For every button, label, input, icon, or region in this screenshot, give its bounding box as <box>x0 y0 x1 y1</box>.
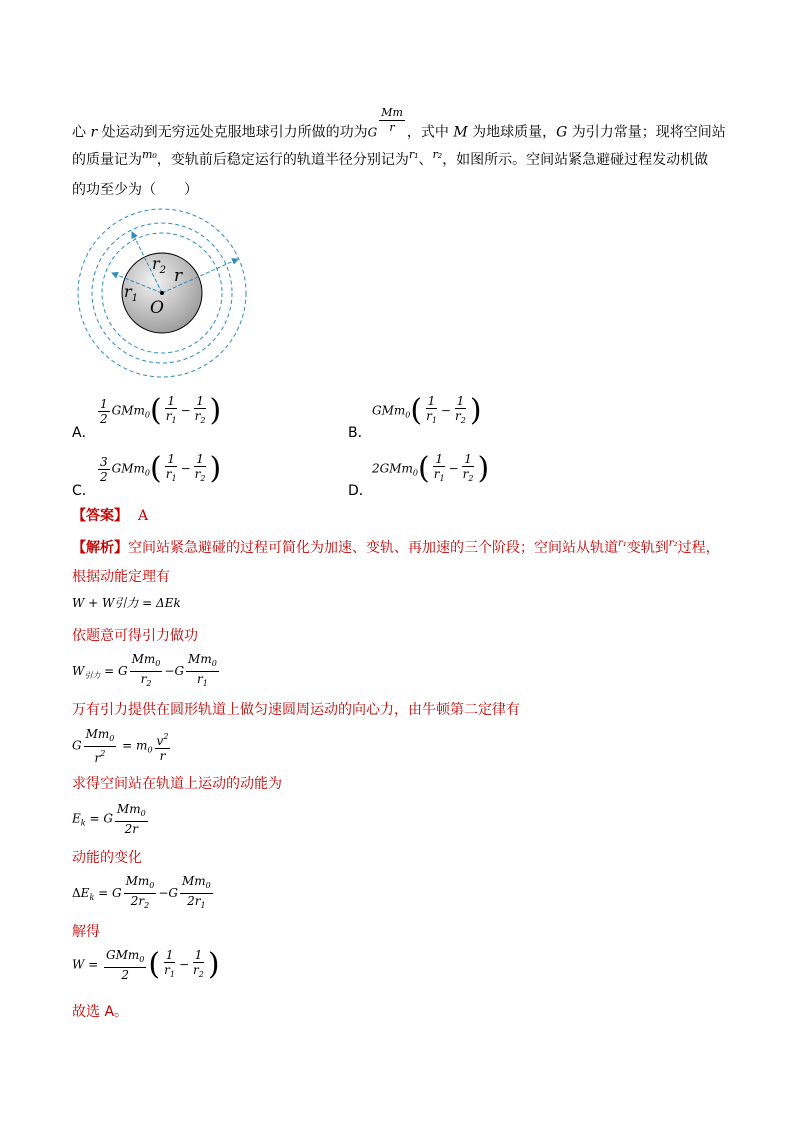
frac-1-r2: $\frac{1}{r_2}$ <box>462 452 474 483</box>
paren-right: ) <box>209 393 222 428</box>
option-c-formula <box>96 452 221 486</box>
subscript: 0 <box>144 410 150 420</box>
equation-4: $E_k = G$ $\frac{Mm_0}{2r}$ <box>72 802 146 836</box>
text: ，如图所示。空间站紧急避碰过程发动机做 <box>442 152 709 168</box>
option-d-formula <box>372 452 489 486</box>
center-dot <box>160 291 164 295</box>
frac-1-r2: $\frac{1}{r_2}$ <box>194 452 206 483</box>
text: 空间站紧急避碰的过程可简化为加速、变轨、再加速的三个阶段；空间站从轨道 <box>128 540 618 556</box>
question-line-2 <box>72 150 708 171</box>
equation-5: $\Delta E_k = G$ $\frac{Mm_0}{2r_2}$ −G $\frac{Mm_0}{2r_1}$ <box>72 874 211 910</box>
text: 处运动到无穷远处克服地球引力所做的功为 <box>97 124 368 141</box>
text: 为引力常量；现将空间站 <box>567 124 726 141</box>
option-d-label: D． <box>348 483 373 499</box>
text: GMm <box>111 461 145 476</box>
label-O: O <box>150 298 164 318</box>
option-a-label: A． <box>72 425 96 441</box>
analysis-line-4: 万有引力提供在圆形轨道上做匀速圆周运动的向心力，由牛顿第二定律有 <box>72 702 520 718</box>
text: ，变轨前后稳定运行的轨道半径分别记为 <box>156 152 409 168</box>
frac-1-r1: $\frac{1}{r_1}$ <box>433 452 445 483</box>
answer-line <box>72 506 148 526</box>
text: 为地球质量， <box>467 124 557 141</box>
subscript: 0 <box>405 410 411 420</box>
analysis-line-7: 解得 <box>72 924 100 940</box>
label-r: r <box>174 266 183 286</box>
equation-2: $W_{引力} = G$ $\frac{Mm_0}{r_2}$ −G $\frac{Mm_0}{r_1}$ <box>72 652 217 688</box>
paren-left: ( <box>418 451 430 486</box>
analysis-line-3: 依题意可得引力做功 <box>72 628 198 644</box>
frac-1-r1: $\frac{1}{r_1}$ <box>165 394 177 425</box>
minus: − <box>440 403 451 418</box>
text: ，式中 <box>406 124 454 141</box>
answer-tag: 【答案】 <box>72 508 128 524</box>
frac-1-r1: $\frac{1}{r_1}$ <box>426 394 437 425</box>
fraction-Mm-over-r: $\frac{Mm}{r}$ <box>381 106 403 134</box>
paren-left: ( <box>150 451 162 486</box>
analysis-tag: 【解析】 <box>72 540 128 556</box>
minus: − <box>180 403 191 418</box>
paren-right: ) <box>209 451 222 486</box>
text: 、 <box>418 152 433 168</box>
paren-left: ( <box>150 393 162 428</box>
question-line-1 <box>72 106 726 147</box>
frac-1-r1: $\frac{1}{r_1}$ <box>165 452 177 483</box>
equation-3: G $\frac{Mm_0}{r^2}$ = $m_0$ $\frac{v^2}{r}$ <box>72 727 169 765</box>
var-G: G <box>367 125 378 140</box>
option-b-label: B． <box>348 425 372 441</box>
answer-value: A <box>138 508 149 524</box>
var-G: G <box>556 124 568 141</box>
option-b-formula <box>372 394 482 428</box>
coef-frac: $\frac{1}{2}$ <box>100 396 108 426</box>
paren-right: ) <box>477 451 490 486</box>
var-M: M <box>453 124 468 141</box>
subscript: 0 <box>412 468 418 478</box>
var-r: r <box>90 124 98 141</box>
analysis-line-8: 故选 A。 <box>72 1004 129 1020</box>
equation-1: W + W引力 = ΔEk <box>72 596 181 610</box>
var-r2: r₂ <box>668 538 678 549</box>
coef: 2 <box>372 461 380 476</box>
analysis-line-1 <box>72 538 720 560</box>
frac-1-r2: $\frac{1}{r_2}$ <box>194 394 206 425</box>
text: GMm <box>379 461 413 476</box>
text: 的质量记为 <box>72 152 142 168</box>
var-r1: r₁ <box>408 148 419 161</box>
analysis-line-2: 根据动能定理有 <box>72 569 170 585</box>
option-a-formula <box>96 394 221 428</box>
paren-right: ) <box>469 393 482 428</box>
var-m0: m₀ <box>142 148 157 161</box>
label-r2: $r_2$ <box>152 254 167 276</box>
question-line-3: 的功至少为（ ） <box>72 182 198 198</box>
text: 过程， <box>677 540 720 556</box>
paren-left: ( <box>410 393 423 428</box>
text: GMm <box>111 403 145 418</box>
text: GMm <box>372 403 406 418</box>
label-r1: $r_1$ <box>124 282 139 304</box>
frac-1-r2: $\frac{1}{r_2}$ <box>454 394 466 425</box>
text: 心 <box>72 124 91 141</box>
minus: − <box>448 461 459 476</box>
analysis-line-5: 求得空间站在轨道上运动的动能为 <box>72 776 282 792</box>
option-c-label: C． <box>72 483 96 499</box>
var-r2: r₂ <box>432 148 443 161</box>
analysis-line-6: 动能的变化 <box>72 850 142 866</box>
var-r1: r₁ <box>618 538 627 549</box>
text: 变轨到 <box>626 540 669 556</box>
orbit-figure <box>76 207 248 379</box>
subscript: 0 <box>144 468 150 478</box>
minus: − <box>180 461 191 476</box>
coef-frac: $\frac{3}{2}$ <box>100 454 108 484</box>
equation-6: W = $\frac{GMm_0}{2}$ ( $\frac{1}{r_1}$ − $\frac{1}{r_2}$ ) <box>72 947 220 982</box>
